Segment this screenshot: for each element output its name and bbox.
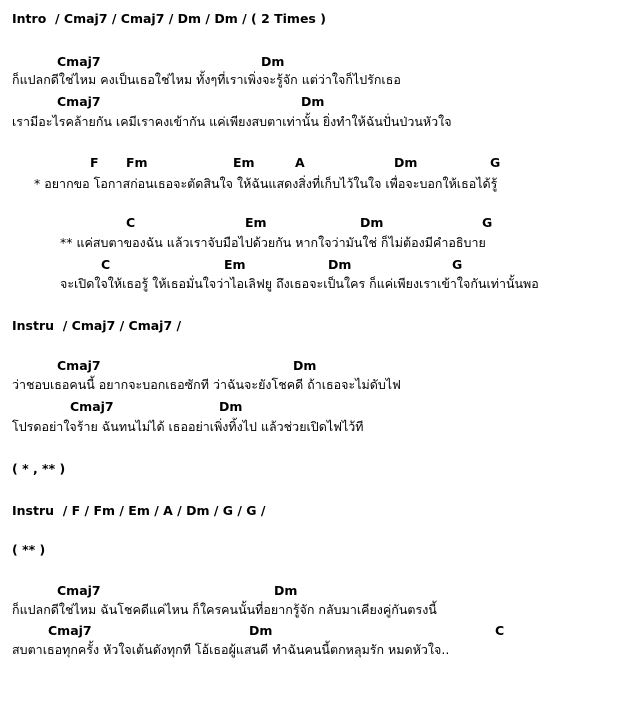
chord: Dm <box>301 94 325 109</box>
chord: Dm <box>261 54 285 69</box>
chord: Cmaj7 <box>48 623 92 638</box>
lyric-line: * อยากขอ โอกาสก่อนเธอจะตัดสินใจ ให้ฉันแสดงสิ่งที่เก็บไว้ในใจ เพื่อจะบอกให้เธอได้รู้ <box>34 176 498 191</box>
chord: F <box>90 155 99 170</box>
chord: C <box>101 257 111 272</box>
repeat-marker: ( ** ) <box>12 542 46 557</box>
chord: Dm <box>274 583 298 598</box>
lyric-line: ว่าชอบเธอคนนี้ อยากจะบอกเธอซักที ว่าฉันจะยังโชคดี ถ้าเธอจะไม่ดับไฟ <box>12 377 401 392</box>
instrumental-header: Instru / F / Fm / Em / A / Dm / G / G / <box>12 503 266 518</box>
chord: Dm <box>219 399 243 414</box>
instrumental-header: Instru / Cmaj7 / Cmaj7 / <box>12 318 182 333</box>
chord: Cmaj7 <box>57 94 101 109</box>
chord: Dm <box>394 155 418 170</box>
chord: Dm <box>360 215 384 230</box>
chord: Fm <box>126 155 148 170</box>
lyric-line: ก็แปลกดีใช่ไหม คงเป็นเธอใช่ไหม ทั้งๆที่เราเพิ่งจะรู้จัก แต่ว่าใจก็ไปรักเธอ <box>12 72 401 87</box>
lyric-line: จะเปิดใจให้เธอรู้ ให้เธอมั่นใจว่าไอเลิฟยู ถึงเธอจะเป็นใคร ก็แค่เพียงเราเข้าใจกันเท่านั้นพอ <box>60 276 539 291</box>
chord: Dm <box>293 358 317 373</box>
lyric-line: เรามีอะไรคล้ายกัน เคมีเราคงเข้ากัน แค่เพียงสบตาเท่านั้น ยิ่งทำให้ฉันปั่นป่วนหัวใจ <box>12 114 452 129</box>
chord: Em <box>224 257 246 272</box>
chord: G <box>490 155 501 170</box>
chord: Dm <box>249 623 273 638</box>
chord: Cmaj7 <box>57 583 101 598</box>
chord: Em <box>233 155 255 170</box>
repeat-marker: ( * , ** ) <box>12 461 66 476</box>
lyric-line: สบตาเธอทุกครั้ง หัวใจเต้นดังทุกที โอ้เธอผู้แสนดี ทำฉันคนนี้ตกหลุมรัก หมดหัวใจ.. <box>12 642 450 657</box>
chord: Cmaj7 <box>57 358 101 373</box>
chord: C <box>126 215 136 230</box>
lyric-line: โปรดอย่าใจร้าย ฉันทนไม่ได้ เธออย่าเพิ่งทิ้งไป แล้วช่วยเปิดไฟไว้ที <box>12 419 364 434</box>
chord: Em <box>245 215 267 230</box>
lyric-line: ก็แปลกดีใช่ไหม ฉันโชคดีแค่ไหน ก็ใครคนนั้นที่อยากรู้จัก กลับมาเคียงคู่กันตรงนี้ <box>12 602 437 617</box>
chord: C <box>495 623 505 638</box>
chord: G <box>482 215 493 230</box>
chord: Cmaj7 <box>70 399 114 414</box>
chord: Dm <box>328 257 352 272</box>
intro-header: Intro / Cmaj7 / Cmaj7 / Dm / Dm / ( 2 Times ) <box>12 11 326 26</box>
chord: A <box>295 155 305 170</box>
lyric-line: ** แค่สบตาของฉัน แล้วเราจับมือไปด้วยกัน หากใจว่ามันใช่ ก็ไม่ต้องมีคำอธิบาย <box>60 235 486 250</box>
chord: G <box>452 257 463 272</box>
chord: Cmaj7 <box>57 54 101 69</box>
